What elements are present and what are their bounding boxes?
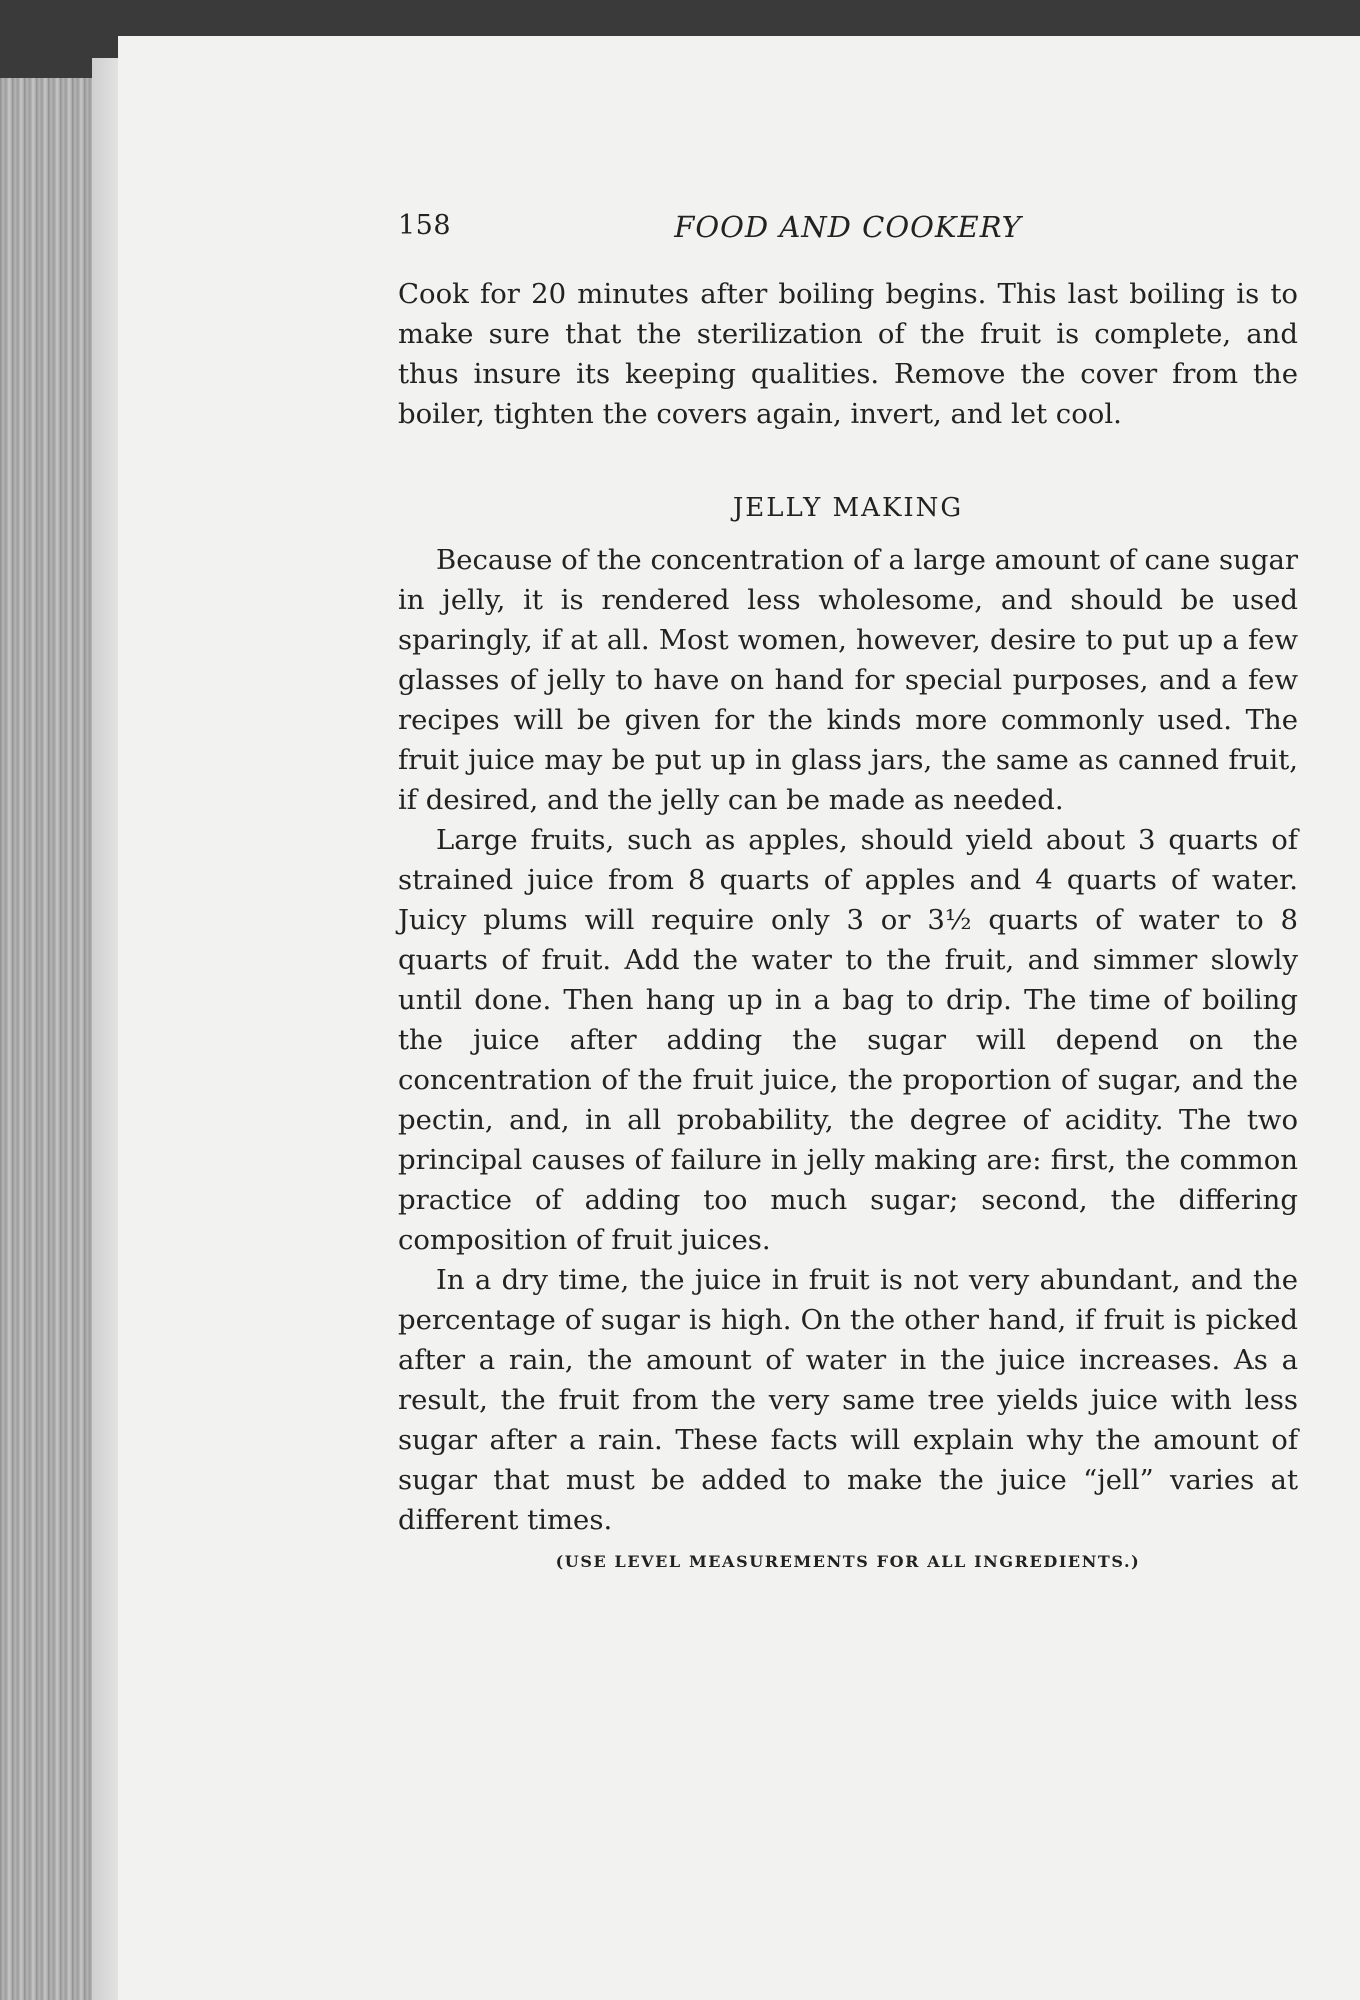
page-text-block bbox=[398, 210, 1298, 1571]
page-number: 158 bbox=[398, 210, 452, 241]
page-header bbox=[398, 210, 1298, 254]
measurement-note: (USE LEVEL MEASUREMENTS FOR ALL INGREDIENTS.) bbox=[555, 1552, 1141, 1571]
paragraph-2: Large fruits, such as apples, should yield about 3 quarts of strained juice from 8 quarts of apples and 4 quarts of water. Juicy plums will require only 3 or 3½ quarts of water to 8 quarts of fruit. Add the water to the fruit, and simmer slowly until done. Then hang up in a bag to drip. The time of boiling the juice after adding the sugar will depend on the concentration of the fruit juice, the proportion of sugar, and the pectin, and, in all probability, the degree of acidity. The two principal causes of failure in jelly making are: first, the common practice of adding too much sugar; second, the differing composition of fruit juices. bbox=[398, 824, 1298, 1256]
paragraph-3: In a dry time, the juice in fruit is not very abundant, and the percentage of sugar is high. On the other hand, if fruit is picked after a rain, the amount of water in the juice increases. As a result, the fruit from the very same tree yields juice with less sugar after a rain. These facts will explain why the amount of sugar that must be added to make the juice “jell” varies at different times. bbox=[398, 1264, 1298, 1536]
running-title: FOOD AND COOKERY bbox=[674, 210, 1022, 244]
paragraph-1: Because of the concentration of a large amount of cane sugar in jelly, it is rendered less wholesome, and should be used sparingly, if at all. Most women, however, desire to put up a few glasses of jelly to have on hand for special purposes, and a few recipes will be given for the kinds more commonly used. The fruit juice may be put up in glass jars, the same as canned fruit, if desired, and the jelly can be made as needed. bbox=[398, 544, 1298, 816]
section-heading: JELLY MAKING bbox=[732, 493, 964, 523]
continued-paragraph: Cook for 20 minutes after boiling begins. This last boiling is to make sure that the sterilization of the fruit is complete, and thus insure its keeping qualities. Remove the cover from the boiler, tighten the covers again, invert, and let cool. bbox=[398, 278, 1298, 430]
